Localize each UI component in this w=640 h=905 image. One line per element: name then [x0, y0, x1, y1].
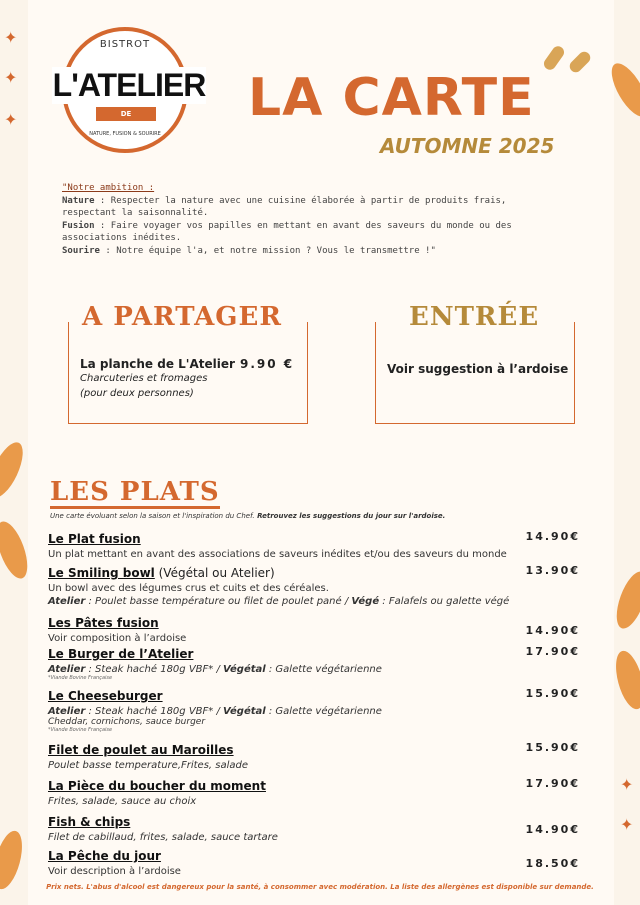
autumn-leaf-icon	[0, 438, 30, 503]
option-label: Atelier	[48, 664, 86, 675]
menu-item-note: *Viande Bovine Française	[48, 675, 113, 681]
sparkle-icon: ✦	[620, 775, 634, 794]
menu-item-desc: Voir description à l’ardoise	[48, 866, 181, 877]
menu-item-extra: (Végétal ou Atelier)	[154, 566, 275, 580]
menu-item-price: 18.50€	[525, 857, 580, 870]
option-text: : Poulet basse température ou filet de poulet pané /	[85, 596, 352, 607]
menu-item-desc: Frites, salade, sauce au choix	[48, 796, 197, 807]
menu-item-name: Le Cheeseburger	[48, 689, 163, 703]
logo-brand: DE NUNGESSER	[96, 107, 156, 121]
menu-item	[48, 739, 588, 771]
menu-item	[48, 685, 588, 733]
menu-item-price: 15.90€	[525, 741, 580, 754]
menu-item-name: Fish & chips	[48, 815, 131, 829]
menu-item-price: 17.90€	[525, 777, 580, 790]
logo-top: BISTROT	[99, 39, 151, 50]
page-title: LA CARTE	[248, 68, 535, 128]
menu-item-price: 14.90€	[525, 530, 580, 543]
menu-item	[48, 612, 588, 644]
ambition-value: : Respecter la nature avec une cuisine élaborée à partir de produits frais, respectant la saisonnalité.	[62, 195, 507, 218]
ambition-key: Fusion	[62, 220, 95, 231]
sparkle-icon: ✦	[4, 110, 18, 129]
menu-item	[48, 845, 588, 877]
menu-item-desc: Un plat mettant en avant des associations de saveurs inédites et/ou des saveurs du monde	[48, 549, 507, 560]
menu-item	[48, 811, 588, 843]
menu-item-name: La Pièce du boucher du moment	[48, 779, 266, 793]
menu-item-name: Les Pâtes fusion	[48, 616, 159, 630]
option-text: : Steak haché 180g VBF* /	[85, 706, 223, 717]
menu-item-desc: Cheddar, cornichons, sauce burger	[48, 717, 206, 727]
menu-item-name: Le Smiling bowl	[48, 566, 155, 580]
plats-intro-bold: Retrouvez les suggestions du jour sur l'ardoise.	[254, 512, 446, 520]
logo	[52, 27, 206, 153]
menu-item-price: 14.90€	[525, 624, 580, 637]
menu-item-desc: Charcuteries et fromages	[80, 373, 208, 384]
menu-item-desc: Voir composition à l’ardoise	[48, 633, 187, 644]
option-label: Atelier	[48, 596, 86, 607]
footer-note: Prix nets. L'abus d'alcool est dangereux pour la santé, à consommer avec modération. La liste des allergènes est disponible sur demande.	[46, 883, 594, 891]
menu-item-price: 14.90€	[525, 823, 580, 836]
section-title-entree: ENTRÉE	[405, 302, 543, 332]
menu-item	[48, 528, 588, 560]
menu-item-name: Filet de poulet au Maroilles	[48, 743, 234, 757]
menu-item-desc: Poulet basse temperature,Frites, salade	[48, 760, 249, 771]
menu-item-name: La planche de L'Atelier	[80, 357, 235, 371]
option-text: : Falafels ou galette végé	[379, 596, 510, 607]
sparkle-icon: ✦	[620, 815, 634, 834]
entree-text: Voir suggestion à l’ardoise	[387, 362, 569, 376]
ambition-text	[62, 182, 557, 257]
ambition-heading: "Notre ambition :	[62, 183, 155, 193]
menu-item	[48, 775, 588, 807]
sparkle-icon: ✦	[4, 28, 18, 47]
sparkle-icon: ✦	[4, 68, 18, 87]
logo-name: L'ATELIER	[52, 67, 206, 103]
plats-intro	[50, 512, 445, 520]
option-label: Atelier	[48, 706, 86, 717]
menu-item-desc: Un bowl avec des légumes crus et cuits et des céréales.	[48, 583, 329, 594]
menu-item-price: 9.90 €	[240, 357, 295, 371]
option-text: : Galette végétarienne	[265, 664, 382, 675]
menu-item-desc: (pour deux personnes)	[80, 388, 194, 399]
option-text: : Steak haché 180g VBF* /	[85, 664, 223, 675]
option-label: Végé	[351, 596, 380, 607]
page-subtitle: AUTOMNE 2025	[380, 134, 555, 158]
menu-item-desc: Filet de cabillaud, frites, salade, sauce tartare	[48, 832, 278, 843]
section-title-partager: A PARTAGER	[78, 302, 286, 332]
option-text: : Galette végétarienne	[265, 706, 382, 717]
ambition-key: Sourire	[62, 245, 100, 256]
ambition-value: : Notre équipe l'a, et notre mission ? Vous le transmettre !"	[99, 245, 436, 256]
menu-item-name: La Pêche du jour	[48, 849, 161, 863]
menu-item	[48, 643, 588, 681]
menu-item-price: 13.90€	[525, 564, 580, 577]
plats-intro-text: Une carte évoluant selon la saison et l'inspiration du Chef.	[50, 512, 255, 520]
menu-item-note: *Viande Bovine Française	[48, 727, 113, 733]
menu-item-name: Le Plat fusion	[48, 532, 141, 546]
ambition-key: Nature	[62, 195, 95, 206]
menu-item-price: 15.90€	[525, 687, 580, 700]
menu-item	[48, 562, 588, 607]
autumn-leaf-icon	[610, 568, 640, 633]
option-label: Végétal	[223, 706, 266, 717]
menu-item-price: 17.90€	[525, 645, 580, 658]
logo-tagline: NATURE, FUSION & SOURIRE	[89, 131, 161, 137]
ambition-value: : Faire voyager vos papilles en mettant en avant des saveurs du monde ou des associations inédites.	[62, 220, 512, 243]
option-label: Végétal	[223, 664, 266, 675]
section-title-plats: LES PLATS	[50, 477, 220, 507]
autumn-leaf-icon	[611, 648, 640, 712]
menu-item-name: Le Burger de l’Atelier	[48, 647, 194, 661]
